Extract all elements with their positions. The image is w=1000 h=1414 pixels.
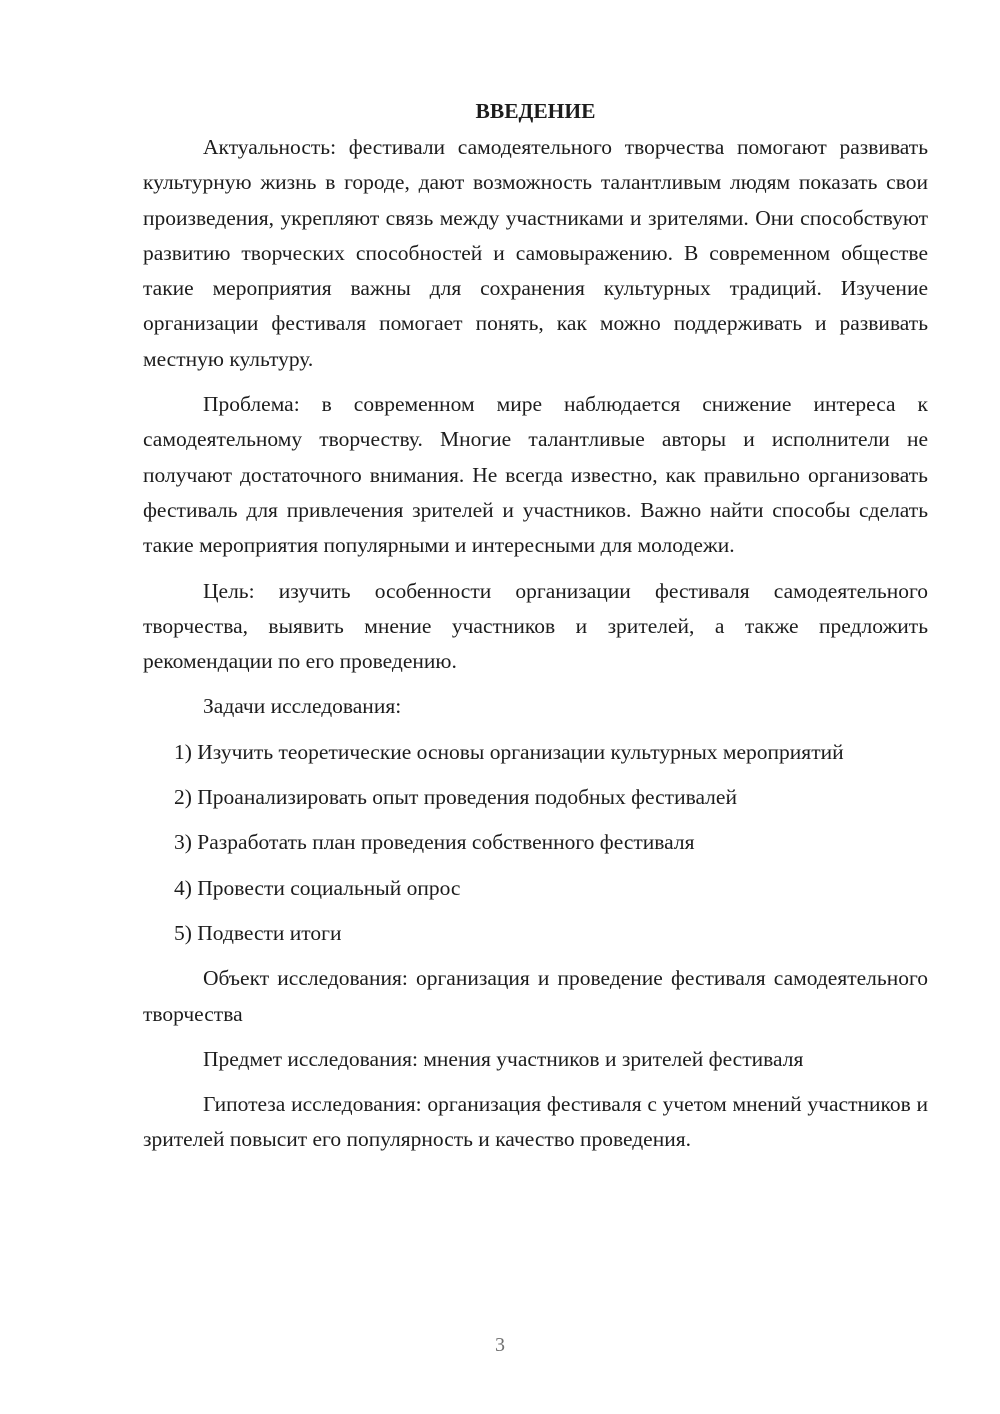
page-title: ВВЕДЕНИЕ [475,99,596,123]
page-number: 3 [495,1334,505,1356]
task-item-5: 5) Подвести итоги [174,920,342,945]
task-item-1: 1) Изучить теоретические основы организации культурных мероприятий [174,739,844,764]
hypothesis-paragraph: Гипотеза исследования: организация фестиваля с учетом мнений участников и зрителей повысит его популярность и качество проведения. [143,1092,928,1152]
document-page [143,96,928,1168]
relevance-paragraph: Актуальность: фестивали самодеятельного творчества помогают развивать культурную жизнь в городе, дают возможность талантливым людям показать свои произведения, укрепляют связь между участниками и зрителями. Они способствуют развитию творческих способностей и самовыражению. В современном обществе такие мероприятия важны для сохранения культурных традиций. Изучение организации фестиваля помогает понять, как можно поддерживать и развивать местную культуру. [143,135,928,371]
problem-paragraph: Проблема: в современном мире наблюдается снижение интереса к самодеятельному творчеству. Многие талантливые авторы и исполнители не получают достаточного внимания. Не всегда известно, как правильно организовать фестиваль для привлечения зрителей и участников. Важно найти способы сделать такие мероприятия популярными и интересными для молодежи. [143,392,928,558]
task-item-2: 2) Проанализировать опыт проведения подобных фестивалей [174,785,737,810]
subject-paragraph: Предмет исследования: мнения участников и зрителей фестиваля [203,1046,804,1071]
goal-paragraph: Цель: изучить особенности организации фестиваля самодеятельного творчества, выявить мнение участников и зрителей, а также предложить рекомендации по его проведению. [143,578,928,674]
task-item-3: 3) Разработать план проведения собственного фестиваля [174,830,695,855]
task-item-4: 4) Провести социальный опрос [174,875,461,900]
tasks-heading: Задачи исследования: [203,694,402,719]
object-paragraph: Объект исследования: организация и проведение фестиваля самодеятельного творчества [143,966,928,1026]
